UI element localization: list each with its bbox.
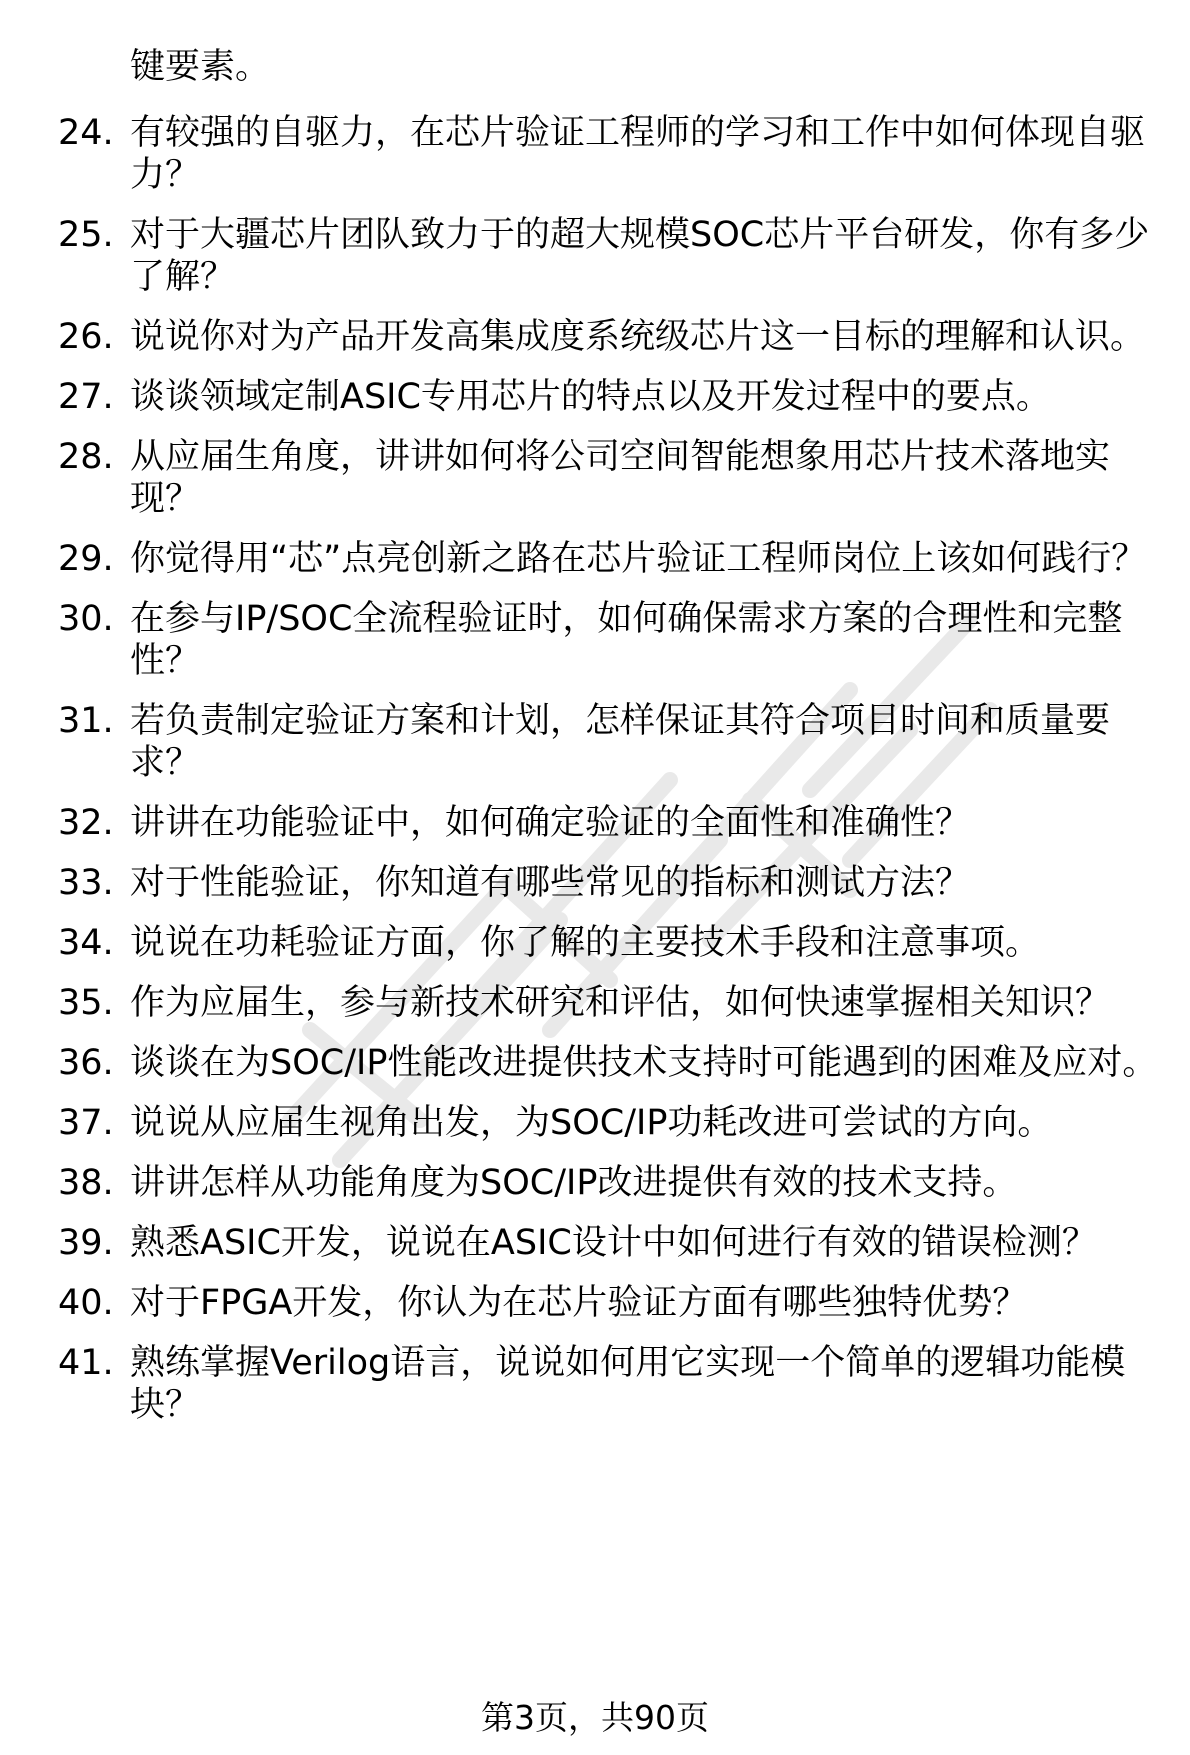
question-number: 40. [58,1283,114,1323]
question-list [0,112,1190,1444]
page-number-footer: 第3页，共90页 [481,1698,709,1737]
list-item [0,1282,1190,1324]
list-item [0,1102,1190,1144]
question-text: 作为应届生，参与新技术研究和评估，如何快速掌握相关知识？ [130,983,1111,1023]
question-number: 34. [58,923,114,963]
question-number: 37. [58,1103,114,1143]
question-number: 25. [58,215,114,255]
question-text: 从应届生角度，讲讲如何将公司空间智能想象用芯片技术落地实现？ [130,437,1111,519]
question-text: 若负责制定验证方案和计划，怎样保证其符合项目时间和质量要求？ [130,701,1111,783]
list-item [0,862,1190,904]
list-item [0,1342,1190,1426]
question-text: 对于大疆芯片团队致力于的超大规模SOC芯片平台研发，你有多少了解？ [130,215,1150,297]
question-number: 36. [58,1043,114,1083]
list-item [0,1222,1190,1264]
list-item [0,538,1190,580]
question-number: 31. [58,701,114,741]
question-text: 有较强的自驱力，在芯片验证工程师的学习和工作中如何体现自驱力？ [130,113,1146,195]
question-text: 说说在功耗验证方面，你了解的主要技术手段和注意事项。 [130,923,1041,963]
question-text: 谈谈领域定制ASIC专用芯片的特点以及开发过程中的要点。 [130,377,1051,417]
question-number: 35. [58,983,114,1023]
question-text: 你觉得用“芯”点亮创新之路在芯片验证工程师岗位上该如何践行？ [130,539,1147,579]
list-item [0,376,1190,418]
list-item [0,922,1190,964]
list-item [0,214,1190,298]
list-item [0,1042,1190,1084]
question-text: 说说你对为产品开发高集成度系统级芯片这一目标的理解和认识。 [130,317,1146,357]
list-item [0,802,1190,844]
question-text: 对于性能验证，你知道有哪些常见的指标和测试方法？ [130,863,971,903]
list-item [0,598,1190,682]
question-number: 26. [58,317,114,357]
question-number: 24. [58,113,114,153]
question-number: 41. [58,1343,114,1383]
question-number: 28. [58,437,114,477]
question-text: 谈谈在为SOC/IP性能改进提供技术支持时可能遇到的困难及应对。 [130,1043,1158,1083]
list-item [0,436,1190,520]
question-number: 27. [58,377,114,417]
question-text: 在参与IP/SOC全流程验证时，如何确保需求方案的合理性和完整性？ [130,599,1123,681]
question-number: 29. [58,539,114,579]
question-text: 讲讲怎样从功能角度为SOC/IP改进提供有效的技术支持。 [130,1163,1018,1203]
question-text: 熟悉ASIC开发，说说在ASIC设计中如何进行有效的错误检测？ [130,1223,1097,1263]
question-number: 30. [58,599,114,639]
question-text: 熟练掌握Verilog语言，说说如何用它实现一个简单的逻辑功能模块？ [130,1343,1126,1425]
list-item [0,1162,1190,1204]
question-number: 32. [58,803,114,843]
question-number: 39. [58,1223,114,1263]
question-text: 对于FPGA开发，你认为在芯片验证方面有哪些独特优势？ [130,1283,1028,1323]
question-text: 说说从应届生视角出发，为SOC/IP功耗改进可尝试的方向。 [130,1103,1053,1143]
question-number: 38. [58,1163,114,1203]
question-text: 讲讲在功能验证中，如何确定验证的全面性和准确性？ [130,803,971,843]
list-item [0,112,1190,196]
question-number: 33. [58,863,114,903]
continuation-text: 键要素。 [130,47,271,87]
list-item [0,316,1190,358]
list-item [0,700,1190,784]
list-item [0,982,1190,1024]
